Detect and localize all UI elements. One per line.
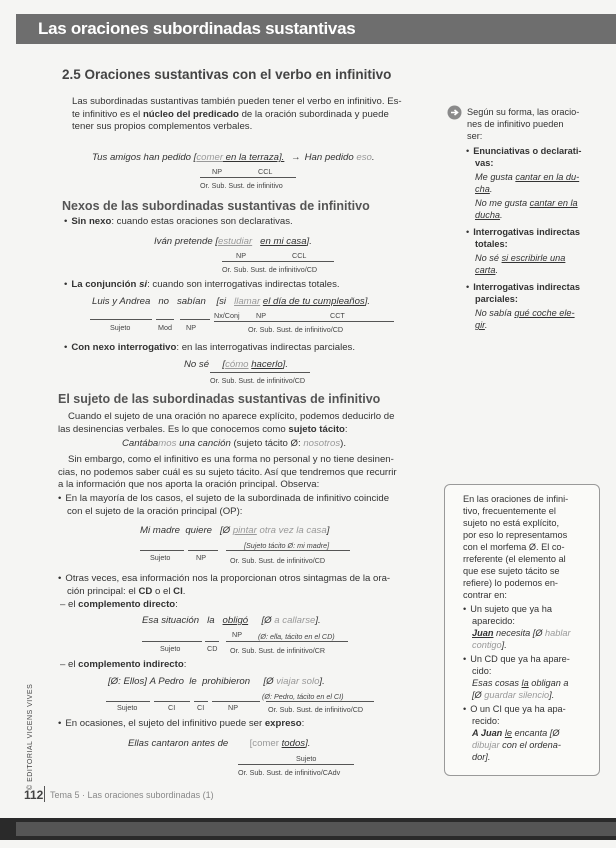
example-sentence: Luis y Andrea no sabían [si llamar el día de tu cumpleaños]. <box>92 296 371 307</box>
bullet-item: • En ocasiones, el sujeto del infinitivo puede ser expreso: <box>58 718 304 731</box>
page-number: 112 <box>24 788 44 802</box>
tacit-subject-note: (Ø: Pedro, tácito en el CI) <box>262 692 344 701</box>
label-np: NP <box>232 630 242 639</box>
bullet-item: • Sin nexo: cuando estas oraciones son declarativas. <box>64 216 293 229</box>
example-sentence: Ellas cantaron antes de [comer todos]. <box>128 738 311 749</box>
example-sentence: Tus amigos han pedido [comer en la terraza]. → Han pedido eso. <box>92 152 375 163</box>
subsection-title: Nexos de las subordinadas sustantivas de infinitivo <box>62 199 370 213</box>
label-ccl: CCL <box>258 167 273 176</box>
subsection-title: El sujeto de las subordinadas sustantivas de infinitivo <box>58 392 381 406</box>
label-sujeto: Sujeto <box>110 323 131 332</box>
publisher-credit: © EDITORIAL VICENS VIVES <box>27 683 34 790</box>
paragraph: Sin embargo, como el infinitivo es una forma no personal y no tiene desinen- cias, no podemos saber cuál es su sujeto tácito. Así que tendremos que recurrir a la información que nos aporta la oración principal. Observa: <box>58 454 397 490</box>
analysis-line <box>214 321 394 322</box>
tacit-subject-note: (Ø: ella, tácito en el CD) <box>258 632 335 641</box>
example-sentence: Cantábamos una canción (sujeto tácito Ø: nosotros). <box>122 438 346 449</box>
analysis-line <box>188 550 218 551</box>
label-np: NP <box>236 251 246 260</box>
label-sujeto: Sujeto <box>296 754 317 763</box>
analysis-caption: Or. Sub. Sust. de infinitivo <box>200 181 283 190</box>
label-np: NP <box>256 311 266 320</box>
analysis-line <box>238 764 354 765</box>
arrow-circle-icon <box>447 105 462 120</box>
analysis-line <box>226 550 350 551</box>
analysis-caption: Or. Sub. Sust. de infinitivo/CD <box>268 705 364 714</box>
sidebar-intro: Según su forma, las oracio- nes de infinitivo pueden ser: <box>467 107 580 141</box>
sidebar-item: • Interrogativas indirectas totales: No sé si escribirle una carta. <box>466 226 590 276</box>
bullet-item: • En la mayoría de los casos, el sujeto de la subordinada de infinitivo coincide con el sujeto de la oración principal (OP): <box>58 493 424 518</box>
section-title: 2.5 Oraciones sustantivas con el verbo en infinitivo <box>62 67 392 82</box>
analysis-line <box>222 261 334 262</box>
label-np: NP <box>196 553 206 562</box>
footer-divider <box>44 786 45 802</box>
label-mod: Mod <box>158 323 172 332</box>
example-sentence: [Ø: Ellos] A Pedro le prohibieron [Ø viajar solo]. <box>108 676 325 687</box>
label-ci: CI <box>197 703 205 712</box>
analysis-line <box>205 641 219 642</box>
tacit-subject-note: [Sujeto tácito Ø: mi madre] <box>244 541 330 550</box>
bullet-item: • La conjunción si: cuando son interrogativas indirectas totales. <box>64 279 340 292</box>
analysis-line <box>142 641 202 642</box>
analysis-line <box>266 701 374 702</box>
note-content: En las oraciones de infini- tivo, frecuentemente el sujeto no está explícito, por eso lo representamos con el morfema Ø. El co- rreferente (el elemento al que ese sujeto tácito se refiere) lo podemos en- contrar en: • Un sujeto que ya ha aparecido: Juan necesita [Ø hablar contigo]. • Un CD que ya ha apare- cido: Esas cosas la obligan a [Ø guardar silencio]. • O un CI que ya ha apa- recido: A Juan le encanta [Ø dibujar con el ordena- dor]. <box>463 493 593 763</box>
footer-band <box>16 822 616 836</box>
analysis-caption: Or. Sub. Sust. de infinitivo/CD <box>222 265 318 274</box>
analysis-line <box>90 319 152 320</box>
example-sentence: Iván pretende [estudiar en mi casa]. <box>154 236 312 247</box>
analysis-caption: Or. Sub. Sust. de infinitivo/CD <box>230 556 326 565</box>
bullet-item: • Otras veces, esa información nos la proporcionan otros sintagmas de la ora- ción principal: el CD o el CI. <box>58 573 424 598</box>
intro-line: tener sus propios complementos verbales. <box>72 121 253 132</box>
sidebar-item: • Enunciativas o declarati- vas: Me gusta cantar en la du- cha. No me gusta cantar en la ducha. <box>466 145 590 221</box>
label-cct: CCT <box>330 311 345 320</box>
label-sujeto: Sujeto <box>117 703 138 712</box>
bullet-item: • Con nexo interrogativo: en las interrogativas indirectas parciales. <box>64 342 355 355</box>
analysis-caption: Or. Sub. Sust. de infinitivo/CAdv <box>238 768 341 777</box>
analysis-caption: Or. Sub. Sust. de infinitivo/CR <box>230 646 326 655</box>
label-np: NP <box>228 703 238 712</box>
analysis-line <box>156 319 174 320</box>
label-sujeto: Sujeto <box>150 553 171 562</box>
intro-line: te infinitivo es el núcleo del predicado de la oración subordinada y puede <box>72 108 389 120</box>
analysis-line <box>106 701 150 702</box>
analysis-line <box>154 701 190 702</box>
analysis-line <box>212 701 260 702</box>
analysis-caption: Or. Sub. Sust. de infinitivo/CD <box>210 376 306 385</box>
example-sentence: Mi madre quiere [Ø pintar otra vez la casa] <box>140 525 330 536</box>
analysis-line <box>140 550 184 551</box>
page-title: Las oraciones subordinadas sustantivas <box>38 19 356 38</box>
list-label: – el complemento directo: <box>60 599 178 610</box>
list-label: – el complemento indirecto: <box>60 659 187 670</box>
analysis-line <box>180 319 210 320</box>
paragraph: Cuando el sujeto de una oración no aparece explícito, podemos deducirlo de las desinencias verbales. Es lo que conocemos como sujeto tácito: <box>58 411 395 435</box>
label-nx: Nx/Conj <box>214 311 240 320</box>
analysis-caption: Or. Sub. Sust. de infinitivo/CD <box>248 325 344 334</box>
example-sentence: Esa situación la obligó [Ø a callarse]. <box>142 615 321 626</box>
label-ci: CI <box>168 703 176 712</box>
analysis-line <box>210 372 310 373</box>
analysis-line <box>226 641 348 642</box>
label-cd: CD <box>207 644 218 653</box>
intro-line: Las subordinadas sustantivas también pueden tener el verbo en infinitivo. Es- <box>72 96 402 107</box>
analysis-line <box>194 701 208 702</box>
analysis-line <box>200 177 296 178</box>
label-ccl: CCL <box>292 251 307 260</box>
title-bar <box>16 14 616 44</box>
footer-chapter: Tema 5 · Las oraciones subordinadas (1) <box>50 790 214 800</box>
label-sujeto: Sujeto <box>160 644 181 653</box>
example-sentence: No sé [cómo hacerlo]. <box>184 359 289 370</box>
intro-paragraph <box>72 96 424 134</box>
label-np: NP <box>186 323 196 332</box>
sidebar-item: • Interrogativas indirectas parciales: No sabía qué coche ele- gir. <box>466 281 590 331</box>
label-np: NP <box>212 167 222 176</box>
